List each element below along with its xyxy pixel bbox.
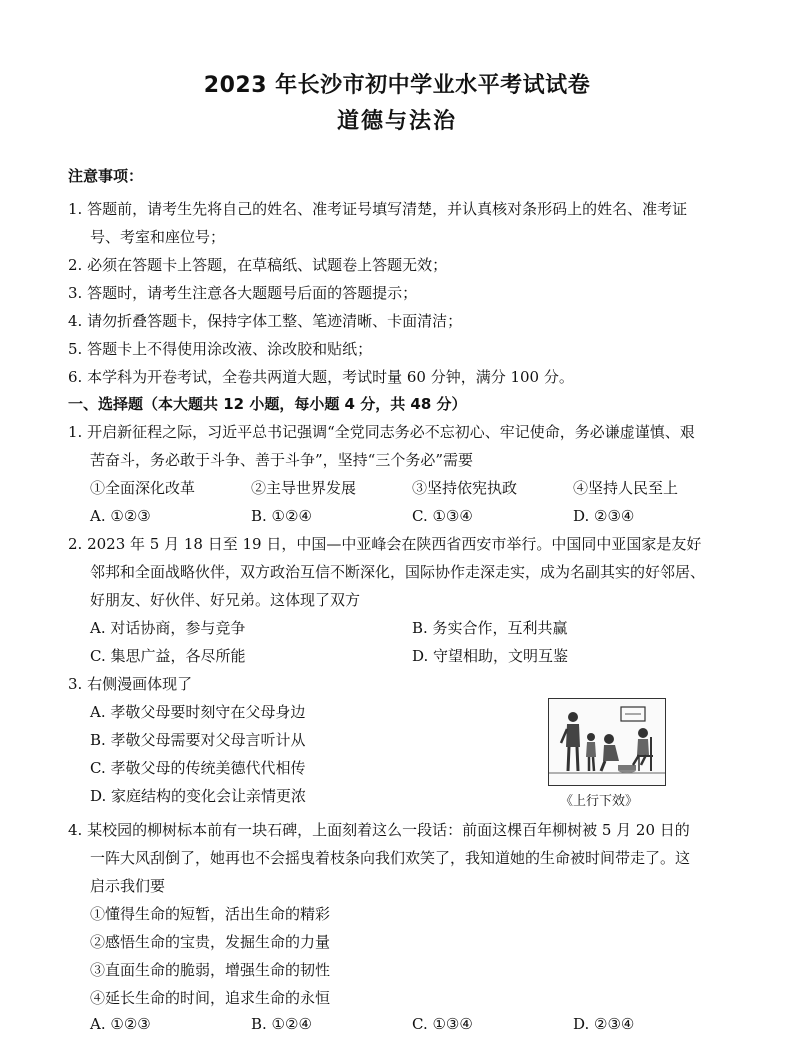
q2-stem-line: 2. 2023 年 5 月 18 日至 19 日，中国—中亚峰会在陕西省西安市举行。中国同中亚国家是友好 (68, 535, 702, 553)
section-heading: 一、选择题（本大题共 12 小题，每小题 4 分，共 48 分） (68, 395, 467, 413)
q4-statement: ②感悟生命的宝贵，发掘生命的力量 (90, 933, 331, 951)
cartoon-caption: 《上行下效》 (560, 794, 639, 809)
note-line: 号、考室和座位号； (90, 228, 226, 246)
notes-heading: 注意事项： (68, 167, 144, 185)
q3-stem: 3. 右侧漫画体现了 (68, 675, 193, 693)
q2-option-b: B. 务实合作，互利共赢 (412, 619, 568, 637)
q2-option-c: C. 集思广益，各尽所能 (90, 647, 246, 665)
cartoon-illustration (548, 698, 666, 786)
q1-statement: ②主导世界发展 (251, 479, 357, 497)
q2-stem-line: 邻邦和全面战略伙伴，双方政治互信不断深化，国际协作走深走实，成为名副其实的好邻居、 (90, 563, 706, 581)
exam-title: 2023 年长沙市初中学业水平考试试卷 (203, 73, 591, 98)
q2-option-a: A. 对话协商，参与竞争 (90, 619, 246, 637)
subject-title: 道德与法治 (336, 109, 457, 134)
q3-option-b: B. 孝敬父母需要对父母言听计从 (90, 731, 306, 749)
q4-option-c: C. ①③④ (412, 1015, 473, 1033)
q4-option-a: A. ①②③ (90, 1015, 151, 1033)
note-line: 2. 必须在答题卡上答题，在草稿纸、试题卷上答题无效； (68, 256, 448, 274)
q3-option-a: A. 孝敬父母要时刻守在父母身边 (90, 703, 306, 721)
q1-option-c: C. ①③④ (412, 507, 473, 525)
q1-option-b: B. ①②④ (251, 507, 312, 525)
q1-statement: ③坚持依宪执政 (412, 479, 518, 497)
q1-stem-line: 1. 开启新征程之际，习近平总书记强调“全党同志务必不忘初心、牢记使命，务必谦虚谨慎、艰 (68, 423, 695, 441)
q3-option-d: D. 家庭结构的变化会让亲情更浓 (90, 787, 307, 805)
q1-option-a: A. ①②③ (90, 507, 151, 525)
note-line: 4. 请勿折叠答题卡，保持字体工整、笔迹清晰、卡面清洁； (68, 312, 463, 330)
q2-stem-line: 好朋友、好伙伴、好兄弟。这体现了双方 (90, 591, 361, 609)
q4-stem-line: 启示我们要 (90, 877, 166, 895)
note-line: 1. 答题前，请考生先将自己的姓名、准考证号填写清楚，并认真核对条形码上的姓名、准考证 (68, 200, 688, 218)
q4-statement: ④延长生命的时间，追求生命的永恒 (90, 989, 331, 1007)
note-line: 5. 答题卡上不得使用涂改液、涂改胶和贴纸； (68, 340, 373, 358)
q1-statement: ①全面深化改革 (90, 479, 196, 497)
q2-option-d: D. 守望相助，文明互鉴 (412, 647, 569, 665)
q4-statement: ③直面生命的脆弱，增强生命的韧性 (90, 961, 331, 979)
note-line: 6. 本学科为开卷考试，全卷共两道大题，考试时量 60 分钟，满分 100 分。 (68, 368, 574, 386)
q1-stem-line: 苦奋斗，务必敢于斗争、善于斗争”，坚持“三个务必”需要 (90, 451, 474, 469)
q4-stem-line: 4. 某校园的柳树标本前有一块石碑，上面刻着这么一段话：前面这棵百年柳树被 5 月 20 日的 (68, 821, 690, 839)
q1-statement: ④坚持人民至上 (573, 479, 679, 497)
q3-option-c: C. 孝敬父母的传统美德代代相传 (90, 759, 306, 777)
q4-option-b: B. ①②④ (251, 1015, 312, 1033)
note-line: 3. 答题时，请考生注意各大题题号后面的答题提示； (68, 284, 418, 302)
q1-option-d: D. ②③④ (573, 507, 635, 525)
q4-stem-line: 一阵大风刮倒了，她再也不会摇曳着枝条向我们欢笑了，我知道她的生命被时间带走了。这 (90, 849, 691, 867)
q4-option-d: D. ②③④ (573, 1015, 635, 1033)
q4-statement: ①懂得生命的短暂，活出生命的精彩 (90, 905, 331, 923)
